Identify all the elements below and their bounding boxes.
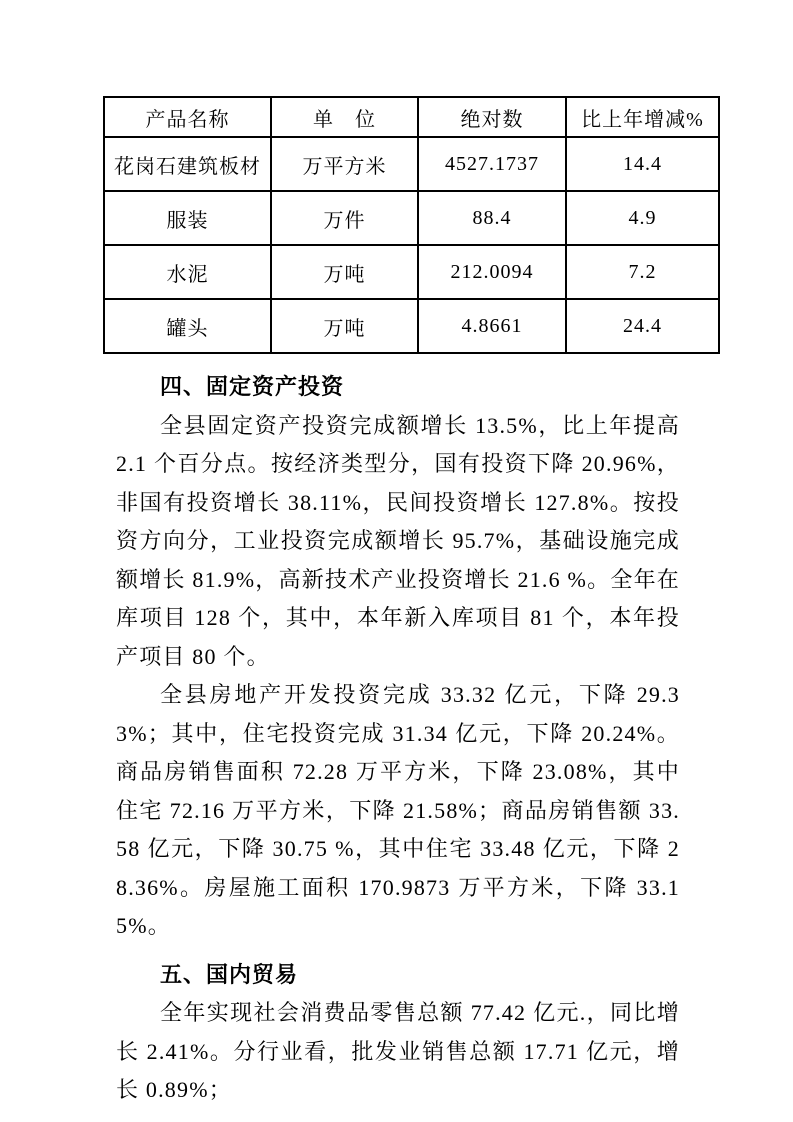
cell-unit: 万吨 (271, 299, 418, 353)
section-heading-domestic-trade: 五、国内贸易 (160, 961, 299, 987)
products-table-container (103, 96, 718, 354)
cell-absolute-value: 212.0094 (418, 245, 566, 299)
cell-unit: 万吨 (271, 245, 418, 299)
cell-product-name: 服装 (104, 191, 271, 245)
table-row-cement (104, 245, 719, 299)
cell-yoy-change: 14.4 (566, 137, 719, 191)
cell-yoy-change: 4.9 (566, 191, 719, 245)
col-header-yoy-change: 比上年增减% (566, 97, 719, 137)
cell-unit: 万件 (271, 191, 418, 245)
cell-product-name: 罐头 (104, 299, 271, 353)
document-body (116, 368, 680, 1110)
paragraph-investment-overview: 全县固定资产投资完成额增长 13.5%，比上年提高 2.1 个百分点。按经济类型分，国有投资下降 20.96%，非国有投资增长 38.11%，民间投资增长 127.8%。按投资方向分，工业投资完成额增长 95.7%，基础设施完成额增长 81.9%，高新技术产业投资增长 21.6 %。全年在库项目 128 个，其中，本年新入库项目 81 个，本年投产项目 80 个。 (116, 412, 680, 669)
col-header-absolute-value: 绝对数 (418, 97, 566, 137)
cell-product-name: 花岗石建筑板材 (104, 137, 271, 191)
cell-absolute-value: 4.8661 (418, 299, 566, 353)
section-fixed-asset-investment (116, 368, 680, 946)
cell-yoy-change: 24.4 (566, 299, 719, 353)
cell-unit: 万平方米 (271, 137, 418, 191)
cell-yoy-change: 7.2 (566, 245, 719, 299)
table-header-row (104, 97, 719, 137)
products-output-table (103, 96, 720, 354)
paragraph-retail-sales: 全年实现社会消费品零售总额 77.42 亿元.，同比增长 2.41%。分行业看，批发业销售总额 17.71 亿元，增长 0.89%； (116, 1000, 680, 1102)
cell-product-name: 水泥 (104, 245, 271, 299)
cell-absolute-value: 88.4 (418, 191, 566, 245)
cell-absolute-value: 4527.1737 (418, 137, 566, 191)
paragraph-real-estate: 全县房地产开发投资完成 33.32 亿元，下降 29.33%；其中，住宅投资完成 31.34 亿元，下降 20.24%。商品房销售面积 72.28 万平方米，下降 23.08%，其中住宅 72.16 万平方米，下降 21.58%；商品房销售额 33.58 亿元，下降 30.75 %，其中住宅 33.48 亿元，下降 28.36%。房屋施工面积 170.9873 万平方米，下降 33.15%。 (116, 682, 680, 938)
table-row-canned-goods (104, 299, 719, 353)
table-row-granite (104, 137, 719, 191)
section-domestic-trade (116, 956, 680, 1110)
col-header-product-name: 产品名称 (104, 97, 271, 137)
table-row-clothing (104, 191, 719, 245)
col-header-unit: 单 位 (271, 97, 418, 137)
section-heading-fixed-asset-investment: 四、固定资产投资 (160, 374, 345, 399)
